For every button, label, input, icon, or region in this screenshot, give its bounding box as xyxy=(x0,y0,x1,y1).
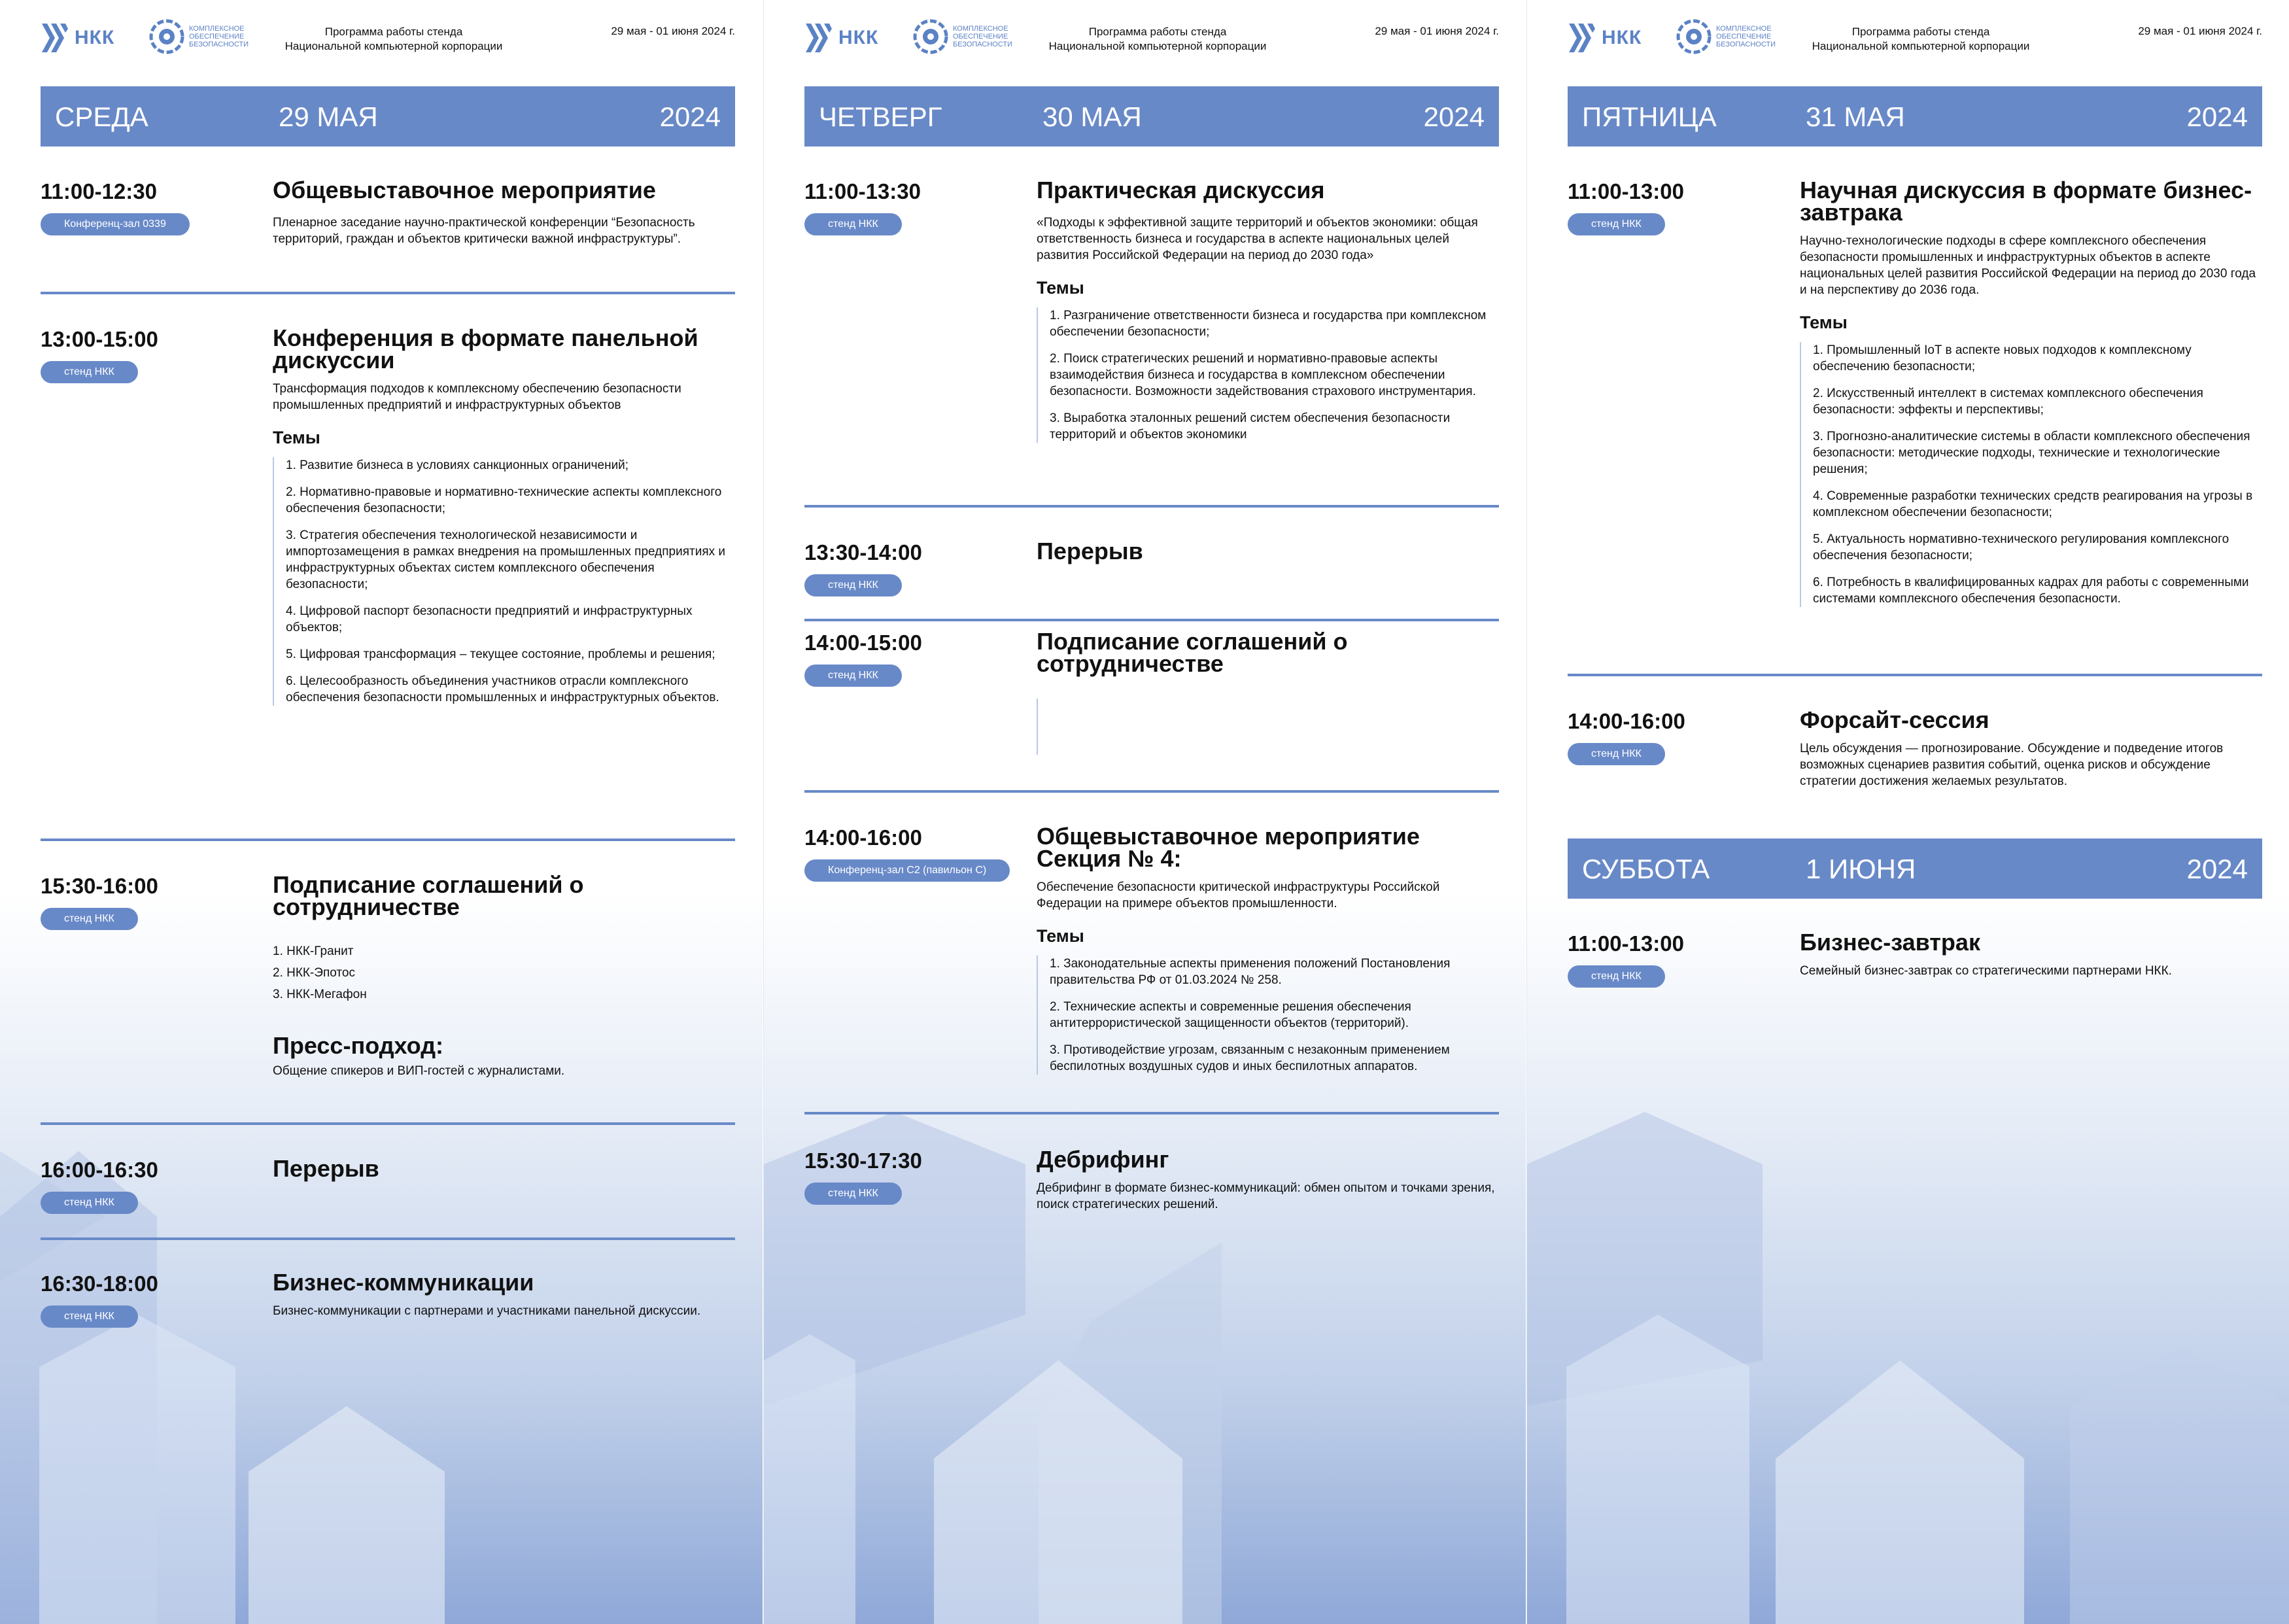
event-title: Общевыставочное мероприятие xyxy=(273,177,656,203)
event-time: 11:00-12:30 xyxy=(41,179,157,203)
topic-item: 5. Актуальность нормативно-технического регулирования комплексного обеспечения безопасности; xyxy=(1813,532,2229,562)
event-title: Научная дискуссия в формате бизнес-завтрака xyxy=(1800,177,2252,226)
event-title: Перерыв xyxy=(1037,538,1143,564)
kob-logo-icon xyxy=(912,18,949,55)
topic-item: 2. Поиск стратегических решений и нормативно-правовые аспекты взаимодействия бизнеса и государства в комплексном обеспечении безопасности. Возможности задействования страхового инструментария. xyxy=(1050,352,1476,398)
event-place-badge: стенд НКК xyxy=(804,574,902,596)
event-separator xyxy=(804,505,1499,508)
event-title: Бизнес-завтрак xyxy=(1800,929,1980,956)
event-time: 11:00-13:00 xyxy=(1568,931,1684,956)
press-approach-title: Пресс-подход: xyxy=(273,1032,444,1059)
event-description: Пленарное заседание научно-практической конференции “Безопасность территорий, граждан и объектов критически важной инфраструктуры”. xyxy=(273,216,695,246)
day-name: ЧЕТВЕРГ xyxy=(819,101,942,132)
event-time: 13:00-15:00 xyxy=(41,327,158,351)
event-title: Дебрифинг xyxy=(1037,1146,1169,1173)
event-description: Научно-технологические подходы в сфере комплексного обеспечения безопасности промышленных и инфраструктурных объектов в аспекте национальных целей развития Российской Федерации на период до 2030 года и на перспективу до 2036 года. xyxy=(1800,234,2256,297)
kob-logo-text: КОМПЛЕКСНОЕ ОБЕСПЕЧЕНИЕ БЕЗОПАСНОСТИ xyxy=(1716,25,1776,48)
topic-item: 6. Целесообразность объединения участников отрасли комплексного обеспечения безопасности промышленных и инфраструктурных объектов. xyxy=(286,674,719,704)
day-banner-thursday xyxy=(804,86,1499,147)
topic-item: 3. Стратегия обеспечения технологической независимости и импортозамещения в рамках внедрения на промышленных предприятиях и инфраструктурных объектах систем комплексного обеспечения безопасности; xyxy=(286,528,726,591)
program-title: Программа работы стенда Национальной компьютерной корпорации xyxy=(1812,26,2030,52)
day-banner-friday xyxy=(1568,86,2262,147)
event-separator xyxy=(804,619,1499,621)
event-time: 15:30-17:30 xyxy=(804,1149,922,1173)
event-place-badge: стенд НКК xyxy=(804,665,902,687)
page-header xyxy=(804,18,1499,64)
kob-logo-text: КОМПЛЕКСНОЕ ОБЕСПЕЧЕНИЕ БЕЗОПАСНОСТИ xyxy=(953,25,1013,48)
event-place-badge: стенд НКК xyxy=(1568,965,1665,988)
press-approach-description: Общение спикеров и ВИП-гостей с журналистами. xyxy=(273,1064,565,1078)
topic-item: 3. Противодействие угрозам, связанным с незаконным применением беспилотных воздушных судов и иных беспилотных аппаратов. xyxy=(1050,1043,1450,1073)
nkk-logo-text: НКК xyxy=(838,27,879,48)
event-separator xyxy=(41,292,735,294)
day-name: ПЯТНИЦА xyxy=(1582,101,1717,132)
kob-logo xyxy=(148,18,249,55)
topic-item: 2. Технические аспекты и современные решения обеспечения антитеррористической защищенности объектов (территорий). xyxy=(1050,1000,1411,1030)
event-title: Конференция в формате панельной дискуссии xyxy=(273,324,698,373)
kob-logo xyxy=(912,18,1013,55)
topic-item: 1. Промышленный IoT в аспекте новых подходов к комплексному обеспечению безопасности; xyxy=(1813,343,2192,373)
nkk-logo xyxy=(804,21,878,55)
partners-list xyxy=(273,941,734,1005)
event-time: 14:00-16:00 xyxy=(1568,709,1685,733)
page-wednesday xyxy=(0,0,763,1624)
topic-item: 4. Современные разработки технических средств реагирования на угрозы в комплексном обеспечении безопасности; xyxy=(1813,489,2253,519)
event-place-badge: стенд НКК xyxy=(804,213,902,235)
topics-heading: Темы xyxy=(1037,926,1084,946)
day-date: 1 ИЮНЯ xyxy=(1806,854,1916,884)
event-description: Обеспечение безопасности критической инфраструктуры Российской Федерации на примере объектов промышленности. xyxy=(1037,880,1440,910)
day-year: 2024 xyxy=(659,101,721,132)
event-place-badge: стенд НКК xyxy=(41,1305,138,1328)
kob-logo-icon xyxy=(148,18,185,55)
program-title: Программа работы стенда Национальной компьютерной корпорации xyxy=(284,26,503,52)
event-place-badge: Конференц-зал 0339 xyxy=(41,213,190,235)
kob-logo xyxy=(1676,18,1776,55)
day-banner-wednesday xyxy=(41,86,735,147)
nkk-logo-icon xyxy=(1568,21,1596,55)
event-title: Подписание соглашений о сотрудничестве xyxy=(1037,628,1348,677)
topics-list xyxy=(1037,307,1498,443)
event-time: 14:00-15:00 xyxy=(804,631,922,655)
nkk-logo-text: НКК xyxy=(1602,27,1642,48)
event-time: 16:00-16:30 xyxy=(41,1158,158,1182)
program-dates: 29 мая - 01 июня 2024 г. xyxy=(611,25,735,37)
event-description: Бизнес-коммуникации с партнерами и участниками панельной дискуссии. xyxy=(273,1304,701,1318)
event-separator xyxy=(41,1122,735,1125)
nkk-logo xyxy=(41,21,114,55)
page-thursday xyxy=(763,0,1526,1624)
page-header xyxy=(41,18,735,64)
topic-item: 6. Потребность в квалифицированных кадрах для работы с современными системами комплексного обеспечения безопасности. xyxy=(1813,576,2249,606)
day-date: 31 МАЯ xyxy=(1806,101,1905,132)
day-banner-saturday xyxy=(1568,838,2262,899)
page-friday-saturday xyxy=(1526,0,2289,1624)
event-description: «Подходы к эффективной защите территорий и объектов экономики: общая ответственность бизнеса и государства в аспекте национальных целей развития Российской Федерации на период до 2030 года» xyxy=(1037,216,1478,262)
event-time: 11:00-13:00 xyxy=(1568,179,1684,203)
nkk-logo-icon xyxy=(804,21,833,55)
list-item: 2. НКК-Эпотос xyxy=(273,966,355,980)
event-time: 14:00-16:00 xyxy=(804,825,922,850)
nkk-logo xyxy=(1568,21,1642,55)
event-place-badge: стенд НКК xyxy=(1568,743,1665,765)
topic-item: 4. Цифровой паспорт безопасности предприятий и инфраструктурных объектов; xyxy=(286,604,693,634)
topic-item: 1. Разграничение ответственности бизнеса и государства при комплексном обеспечении безопасности; xyxy=(1050,309,1487,339)
event-description: Трансформация подходов к комплексному обеспечению безопасности промышленных предприятий и инфраструктурных объектов xyxy=(273,382,681,412)
event-time: 11:00-13:30 xyxy=(804,179,921,203)
program-title: Программа работы стенда Национальной компьютерной корпорации xyxy=(1048,26,1267,52)
day-date: 29 МАЯ xyxy=(279,101,378,132)
event-description: Семейный бизнес-завтрак со стратегическими партнерами НКК. xyxy=(1800,964,2172,978)
event-title: Общевыставочное мероприятие Секция № 4: xyxy=(1037,823,1420,872)
event-place-badge: стенд НКК xyxy=(41,1192,138,1214)
event-separator xyxy=(1568,674,2262,676)
event-separator xyxy=(41,1237,735,1240)
event-time: 15:30-16:00 xyxy=(41,874,158,898)
program-dates: 29 мая - 01 июня 2024 г. xyxy=(2138,25,2262,37)
topics-heading: Темы xyxy=(1800,313,1848,332)
page-header xyxy=(1568,18,2262,64)
topic-item: 1. Развитие бизнеса в условиях санкционных ограничений; xyxy=(286,458,629,472)
nkk-logo-text: НКК xyxy=(75,27,115,48)
event-title: Форсайт-сессия xyxy=(1800,706,1989,733)
event-description: Дебрифинг в формате бизнес-коммуникаций: обмен опытом и точками зрения, поиск стратегических решений. xyxy=(1037,1181,1495,1211)
event-place-badge: стенд НКК xyxy=(41,361,138,383)
topic-item: 5. Цифровая трансформация – текущее состояние, проблемы и решения; xyxy=(286,648,715,661)
event-separator xyxy=(41,838,735,841)
kob-logo-icon xyxy=(1676,18,1712,55)
event-place-badge: Конференц-зал С2 (павильон С) xyxy=(804,859,1010,882)
day-name: СУББОТА xyxy=(1582,854,1710,884)
event-title: Практическая дискуссия xyxy=(1037,177,1325,203)
event-title: Бизнес-коммуникации xyxy=(273,1269,534,1296)
event-time: 16:30-18:00 xyxy=(41,1271,158,1296)
day-year: 2024 xyxy=(2186,854,2248,884)
topic-item: 1. Законодательные аспекты применения положений Постановления правительства РФ от 01.03.2024 № 258. xyxy=(1050,957,1451,987)
program-dates: 29 мая - 01 июня 2024 г. xyxy=(1375,25,1499,37)
event-title: Подписание соглашений о сотрудничестве xyxy=(273,871,584,920)
day-name: СРЕДА xyxy=(55,101,148,132)
day-date: 30 МАЯ xyxy=(1042,101,1142,132)
event-place-badge: стенд НКК xyxy=(1568,213,1665,235)
topics-heading: Темы xyxy=(273,428,320,447)
list-item: 3. НКК-Мегафон xyxy=(273,988,367,1001)
topic-item: 2. Искусственный интеллект в системах комплексного обеспечения безопасности: эффекты и перспективы; xyxy=(1813,387,2203,417)
kob-logo-text: КОМПЛЕКСНОЕ ОБЕСПЕЧЕНИЕ БЕЗОПАСНОСТИ xyxy=(189,25,249,48)
event-title: Перерыв xyxy=(273,1155,379,1182)
day-year: 2024 xyxy=(1423,101,1485,132)
event-description: Цель обсуждения — прогнозирование. Обсуждение и подведение итогов возможных сценариев развития событий, оценка рисков и обсуждение стратегии достижения желаемых результатов. xyxy=(1800,742,2224,788)
event-separator xyxy=(804,1112,1499,1114)
topics-list xyxy=(273,457,734,706)
event-separator xyxy=(804,790,1499,793)
topic-item: 2. Нормативно-правовые и нормативно-технические аспекты комплексного обеспечения безопасности; xyxy=(286,485,722,515)
event-place-badge: стенд НКК xyxy=(804,1183,902,1205)
topics-list xyxy=(1037,956,1498,1075)
nkk-logo-icon xyxy=(41,21,69,55)
empty-topics-bar xyxy=(1037,699,1038,755)
topic-item: 3. Прогнозно-аналитические системы в области комплексного обеспечения безопасности: методические подходы, технические и технологические решения; xyxy=(1813,430,2250,476)
event-time: 13:30-14:00 xyxy=(804,540,922,564)
list-item: 1. НКК-Гранит xyxy=(273,944,354,958)
event-place-badge: стенд НКК xyxy=(41,908,138,930)
topics-list xyxy=(1800,342,2261,607)
topic-item: 3. Выработка эталонных решений систем обеспечения безопасности территорий и объектов экономики xyxy=(1050,411,1451,441)
day-year: 2024 xyxy=(2186,101,2248,132)
topics-heading: Темы xyxy=(1037,278,1084,298)
